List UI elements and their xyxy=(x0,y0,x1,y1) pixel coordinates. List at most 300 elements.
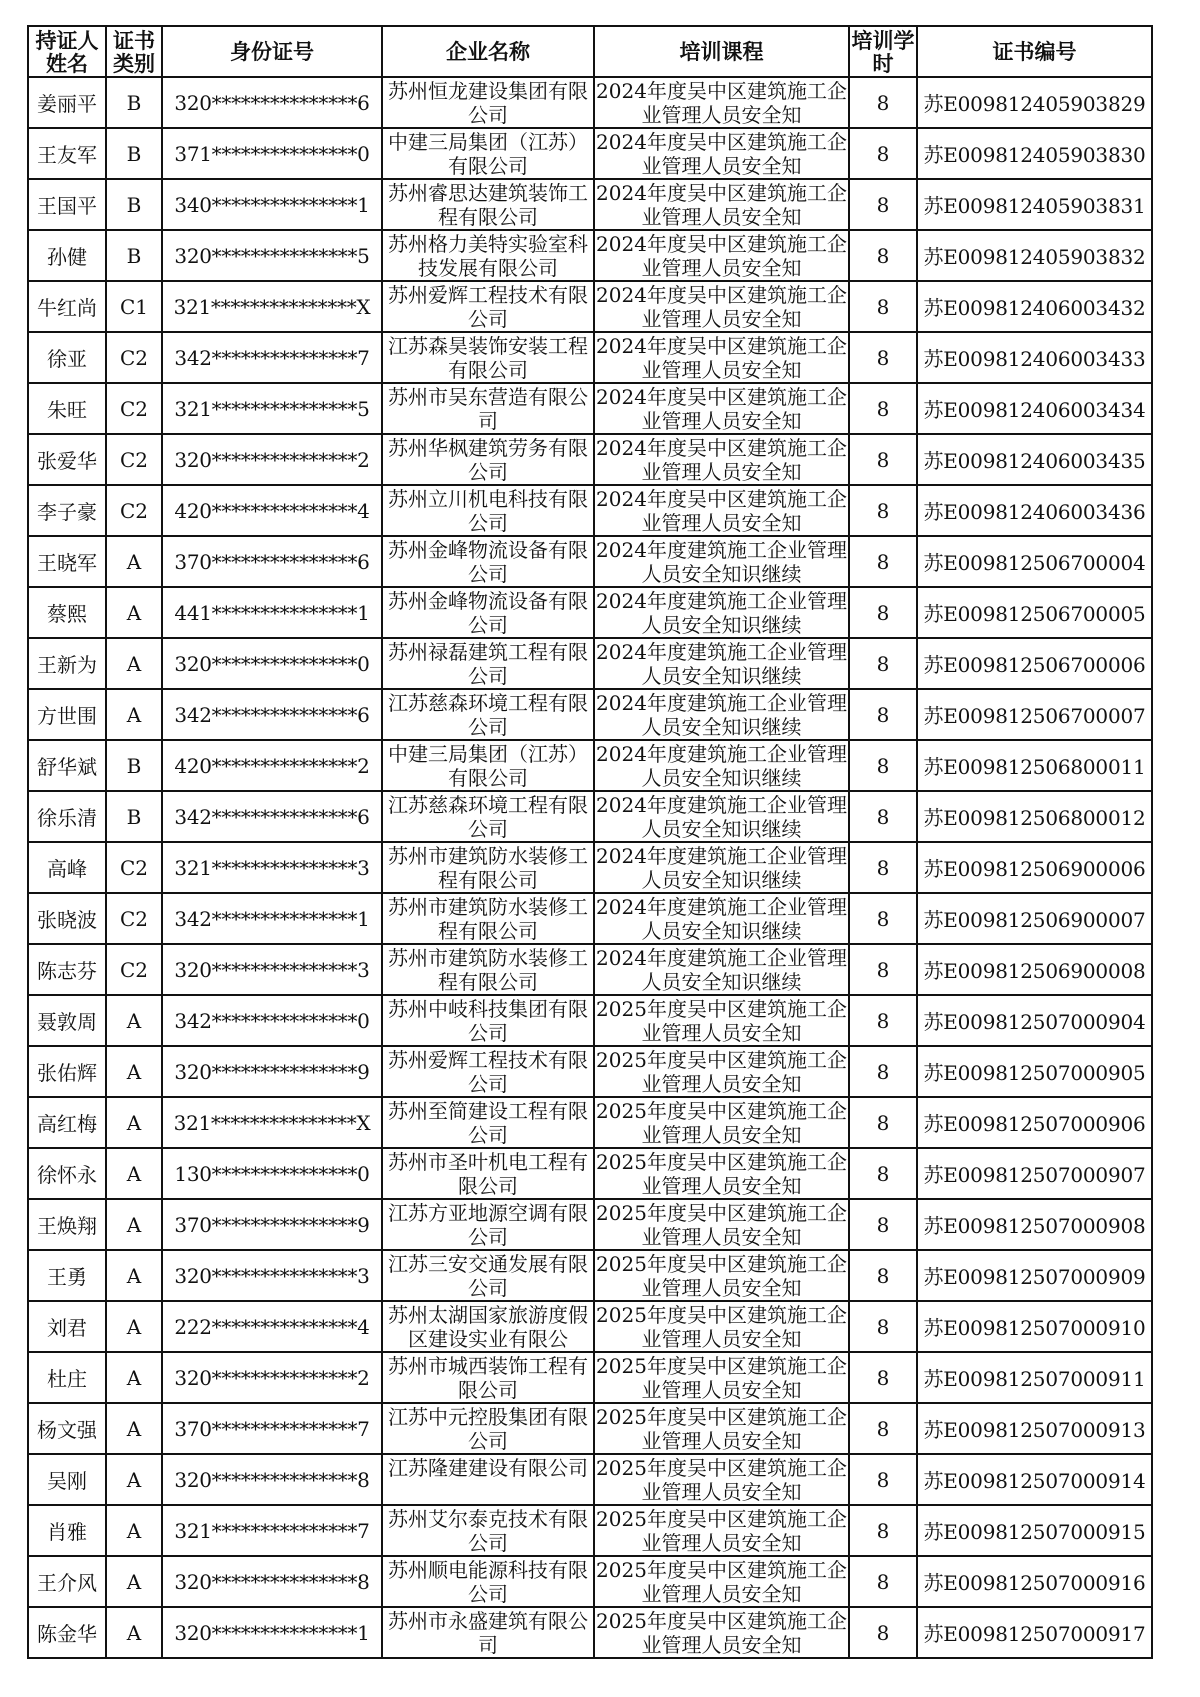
cell-company-text: 苏州格力美特实验室科技发展有限公司 xyxy=(388,232,588,280)
cell-company xyxy=(382,536,594,587)
cell-name: 牛红尚 xyxy=(28,281,106,332)
cell-name: 陈金华 xyxy=(28,1607,106,1658)
table-row xyxy=(28,995,1152,1046)
cell-hours: 8 xyxy=(849,791,917,842)
table-row xyxy=(28,1403,1152,1454)
cell-course xyxy=(594,1199,849,1250)
cell-company-text: 江苏方亚地源空调有限公司 xyxy=(388,1201,588,1249)
cell-name: 杜庄 xyxy=(28,1352,106,1403)
cell-course xyxy=(594,1250,849,1301)
cell-hours: 8 xyxy=(849,1454,917,1505)
cell-cert-no: 苏E009812405903831 xyxy=(917,179,1152,230)
cell-course xyxy=(594,1148,849,1199)
cell-company-text: 中建三局集团（江苏）有限公司 xyxy=(388,742,588,790)
cell-name: 高红梅 xyxy=(28,1097,106,1148)
cell-company-text: 江苏慈森环境工程有限公司 xyxy=(388,793,588,841)
cell-course-text: 2024年度吴中区建筑施工企业管理人员安全知 xyxy=(596,436,847,484)
header-category: 证书类别 xyxy=(106,26,162,77)
cell-cert-no: 苏E009812506800011 xyxy=(917,740,1152,791)
cell-cert-no: 苏E009812507000917 xyxy=(917,1607,1152,1658)
cell-course xyxy=(594,995,849,1046)
header-company: 企业名称 xyxy=(382,26,594,77)
cell-company xyxy=(382,995,594,1046)
cell-category: C2 xyxy=(106,842,162,893)
cell-company xyxy=(382,587,594,638)
cell-course-text: 2025年度吴中区建筑施工企业管理人员安全知 xyxy=(596,1201,847,1249)
cell-company xyxy=(382,179,594,230)
table-row xyxy=(28,485,1152,536)
cell-course-text: 2025年度吴中区建筑施工企业管理人员安全知 xyxy=(596,1456,847,1504)
cell-name: 王友军 xyxy=(28,128,106,179)
cell-category: C2 xyxy=(106,893,162,944)
cell-name: 杨文强 xyxy=(28,1403,106,1454)
cell-id-number: 420***************2 xyxy=(162,740,382,791)
cell-cert-no: 苏E009812507000904 xyxy=(917,995,1152,1046)
cell-cert-no: 苏E009812506900007 xyxy=(917,893,1152,944)
table-row xyxy=(28,842,1152,893)
cell-course-text: 2025年度吴中区建筑施工企业管理人员安全知 xyxy=(596,1252,847,1300)
header-hours: 培训学时 xyxy=(849,26,917,77)
cell-company xyxy=(382,1301,594,1352)
cell-id-number: 320***************5 xyxy=(162,230,382,281)
cell-hours: 8 xyxy=(849,587,917,638)
cell-company xyxy=(382,1148,594,1199)
cell-company-text: 江苏隆建建设有限公司 xyxy=(388,1456,588,1480)
table-row xyxy=(28,1556,1152,1607)
cell-category: A xyxy=(106,1301,162,1352)
cell-hours: 8 xyxy=(849,332,917,383)
cell-name: 朱旺 xyxy=(28,383,106,434)
cell-company xyxy=(382,944,594,995)
cell-name: 舒华斌 xyxy=(28,740,106,791)
cell-id-number: 320***************2 xyxy=(162,1352,382,1403)
cell-id-number: 320***************2 xyxy=(162,434,382,485)
cell-cert-no: 苏E009812506700004 xyxy=(917,536,1152,587)
cell-hours: 8 xyxy=(849,1505,917,1556)
certificate-table xyxy=(27,25,1153,1659)
table-row xyxy=(28,1148,1152,1199)
cell-course-text: 2025年度吴中区建筑施工企业管理人员安全知 xyxy=(596,1354,847,1402)
table-header xyxy=(28,26,1152,77)
cell-id-number: 320***************0 xyxy=(162,638,382,689)
cell-cert-no: 苏E009812506900006 xyxy=(917,842,1152,893)
cell-id-number: 320***************8 xyxy=(162,1454,382,1505)
cell-cert-no: 苏E009812507000905 xyxy=(917,1046,1152,1097)
cell-name: 王勇 xyxy=(28,1250,106,1301)
table-row xyxy=(28,383,1152,434)
cell-category: C1 xyxy=(106,281,162,332)
cell-hours: 8 xyxy=(849,1199,917,1250)
table-row xyxy=(28,1352,1152,1403)
cell-course-text: 2024年度建筑施工企业管理人员安全知识继续 xyxy=(596,589,847,637)
cell-name: 王晓军 xyxy=(28,536,106,587)
cell-company xyxy=(382,128,594,179)
cell-company-text: 苏州艾尔泰克技术有限公司 xyxy=(388,1507,588,1555)
cell-company-text: 苏州市建筑防水装修工程有限公司 xyxy=(388,946,588,994)
cell-hours: 8 xyxy=(849,281,917,332)
table-row xyxy=(28,944,1152,995)
cell-category: C2 xyxy=(106,485,162,536)
cell-company xyxy=(382,791,594,842)
cell-id-number: 321***************7 xyxy=(162,1505,382,1556)
cell-course-text: 2025年度吴中区建筑施工企业管理人员安全知 xyxy=(596,997,847,1045)
cell-cert-no: 苏E009812507000909 xyxy=(917,1250,1152,1301)
cell-hours: 8 xyxy=(849,638,917,689)
table-row xyxy=(28,1607,1152,1658)
table-row xyxy=(28,740,1152,791)
cell-id-number: 130***************0 xyxy=(162,1148,382,1199)
cell-company-text: 苏州市吴东营造有限公司 xyxy=(388,385,588,433)
cell-hours: 8 xyxy=(849,1148,917,1199)
cell-id-number: 342***************0 xyxy=(162,995,382,1046)
cell-id-number: 340***************1 xyxy=(162,179,382,230)
cell-cert-no: 苏E009812507000916 xyxy=(917,1556,1152,1607)
cell-category: A xyxy=(106,638,162,689)
header-name: 持证人姓名 xyxy=(28,26,106,77)
cell-company xyxy=(382,1046,594,1097)
cell-company-text: 苏州华枫建筑劳务有限公司 xyxy=(388,436,588,484)
cell-company-text: 苏州爱辉工程技术有限公司 xyxy=(388,1048,588,1096)
cell-company xyxy=(382,893,594,944)
table-row xyxy=(28,689,1152,740)
cell-course xyxy=(594,689,849,740)
cell-company-text: 江苏森昊装饰安装工程有限公司 xyxy=(388,334,588,382)
cell-course-text: 2024年度建筑施工企业管理人员安全知识继续 xyxy=(596,844,847,892)
cell-course-text: 2025年度吴中区建筑施工企业管理人员安全知 xyxy=(596,1048,847,1096)
table-row xyxy=(28,230,1152,281)
cell-category: A xyxy=(106,1250,162,1301)
cell-id-number: 370***************6 xyxy=(162,536,382,587)
cell-name: 王新为 xyxy=(28,638,106,689)
cell-cert-no: 苏E009812506700007 xyxy=(917,689,1152,740)
cell-hours: 8 xyxy=(849,1607,917,1658)
cell-company-text: 苏州恒龙建设集团有限公司 xyxy=(388,79,588,127)
cell-company xyxy=(382,1097,594,1148)
cell-company-text: 苏州中岐科技集团有限公司 xyxy=(388,997,588,1045)
cell-id-number: 420***************4 xyxy=(162,485,382,536)
cell-company-text: 苏州市建筑防水装修工程有限公司 xyxy=(388,895,588,943)
cell-company xyxy=(382,1352,594,1403)
cell-hours: 8 xyxy=(849,995,917,1046)
cell-id-number: 342***************7 xyxy=(162,332,382,383)
cell-course xyxy=(594,1454,849,1505)
cell-hours: 8 xyxy=(849,179,917,230)
cell-course xyxy=(594,1046,849,1097)
cell-course xyxy=(594,77,849,128)
cell-course-text: 2025年度吴中区建筑施工企业管理人员安全知 xyxy=(596,1405,847,1453)
header-cert-no: 证书编号 xyxy=(917,26,1152,77)
cell-course-text: 2024年度吴中区建筑施工企业管理人员安全知 xyxy=(596,487,847,535)
cell-cert-no: 苏E009812506700005 xyxy=(917,587,1152,638)
cell-course xyxy=(594,893,849,944)
cell-cert-no: 苏E009812406003435 xyxy=(917,434,1152,485)
cell-id-number: 321***************X xyxy=(162,281,382,332)
cell-id-number: 320***************3 xyxy=(162,1250,382,1301)
header-id-number: 身份证号 xyxy=(162,26,382,77)
cell-course-text: 2024年度吴中区建筑施工企业管理人员安全知 xyxy=(596,232,847,280)
cell-category: A xyxy=(106,1607,162,1658)
cell-course-text: 2024年度吴中区建筑施工企业管理人员安全知 xyxy=(596,283,847,331)
cell-company-text: 苏州市建筑防水装修工程有限公司 xyxy=(388,844,588,892)
table-row xyxy=(28,791,1152,842)
cell-name: 肖雅 xyxy=(28,1505,106,1556)
cell-course-text: 2024年度吴中区建筑施工企业管理人员安全知 xyxy=(596,181,847,229)
cell-category: A xyxy=(106,1148,162,1199)
cell-id-number: 342***************6 xyxy=(162,791,382,842)
cell-company xyxy=(382,77,594,128)
cell-name: 王焕翔 xyxy=(28,1199,106,1250)
cell-company-text: 苏州禄磊建筑工程有限公司 xyxy=(388,640,588,688)
table-body xyxy=(28,77,1152,1658)
cell-name: 方世围 xyxy=(28,689,106,740)
cell-hours: 8 xyxy=(849,893,917,944)
cell-course-text: 2025年度吴中区建筑施工企业管理人员安全知 xyxy=(596,1303,847,1351)
cell-course xyxy=(594,638,849,689)
cell-cert-no: 苏E009812506700006 xyxy=(917,638,1152,689)
cell-category: A xyxy=(106,1454,162,1505)
cell-company xyxy=(382,1556,594,1607)
table-row xyxy=(28,1046,1152,1097)
cell-name: 王国平 xyxy=(28,179,106,230)
cell-course-text: 2024年度建筑施工企业管理人员安全知识继续 xyxy=(596,538,847,586)
cell-hours: 8 xyxy=(849,842,917,893)
cell-course xyxy=(594,281,849,332)
cell-cert-no: 苏E009812507000911 xyxy=(917,1352,1152,1403)
cell-course xyxy=(594,1097,849,1148)
table-row xyxy=(28,332,1152,383)
cell-company-text: 苏州太湖国家旅游度假区建设实业有限公 xyxy=(388,1303,588,1351)
table-row xyxy=(28,1199,1152,1250)
cell-name: 姜丽平 xyxy=(28,77,106,128)
cell-cert-no: 苏E009812506900008 xyxy=(917,944,1152,995)
cell-cert-no: 苏E009812406003433 xyxy=(917,332,1152,383)
table-row xyxy=(28,281,1152,332)
cell-name: 孙健 xyxy=(28,230,106,281)
cell-name: 张爱华 xyxy=(28,434,106,485)
cell-company-text: 苏州市永盛建筑有限公司 xyxy=(388,1609,588,1657)
cell-company-text: 苏州睿思达建筑装饰工程有限公司 xyxy=(388,181,588,229)
cell-id-number: 321***************3 xyxy=(162,842,382,893)
cell-name: 聂敦周 xyxy=(28,995,106,1046)
cell-company xyxy=(382,1250,594,1301)
cell-category: A xyxy=(106,1046,162,1097)
cell-category: B xyxy=(106,791,162,842)
cell-category: C2 xyxy=(106,332,162,383)
cell-cert-no: 苏E009812405903832 xyxy=(917,230,1152,281)
cell-category: B xyxy=(106,128,162,179)
cell-name: 蔡熙 xyxy=(28,587,106,638)
cell-category: A xyxy=(106,1556,162,1607)
cell-course-text: 2024年度建筑施工企业管理人员安全知识继续 xyxy=(596,742,847,790)
cell-hours: 8 xyxy=(849,740,917,791)
cell-category: A xyxy=(106,1352,162,1403)
cell-company-text: 苏州爱辉工程技术有限公司 xyxy=(388,283,588,331)
cell-course-text: 2024年度吴中区建筑施工企业管理人员安全知 xyxy=(596,79,847,127)
cell-course xyxy=(594,1607,849,1658)
cell-course-text: 2025年度吴中区建筑施工企业管理人员安全知 xyxy=(596,1150,847,1198)
cell-course-text: 2024年度建筑施工企业管理人员安全知识继续 xyxy=(596,691,847,739)
cell-course-text: 2024年度建筑施工企业管理人员安全知识继续 xyxy=(596,640,847,688)
cell-id-number: 320***************6 xyxy=(162,77,382,128)
cell-name: 徐亚 xyxy=(28,332,106,383)
cell-hours: 8 xyxy=(849,128,917,179)
cell-company xyxy=(382,485,594,536)
cell-cert-no: 苏E009812507000914 xyxy=(917,1454,1152,1505)
cell-hours: 8 xyxy=(849,230,917,281)
cell-cert-no: 苏E009812406003432 xyxy=(917,281,1152,332)
cell-company xyxy=(382,689,594,740)
cell-company-text: 江苏三安交通发展有限公司 xyxy=(388,1252,588,1300)
cell-hours: 8 xyxy=(849,1301,917,1352)
cell-course xyxy=(594,1556,849,1607)
cell-cert-no: 苏E009812405903829 xyxy=(917,77,1152,128)
cell-cert-no: 苏E009812507000908 xyxy=(917,1199,1152,1250)
cell-company xyxy=(382,638,594,689)
table-row xyxy=(28,77,1152,128)
cell-name: 张佑辉 xyxy=(28,1046,106,1097)
cell-cert-no: 苏E009812507000906 xyxy=(917,1097,1152,1148)
cell-name: 吴刚 xyxy=(28,1454,106,1505)
cell-course xyxy=(594,179,849,230)
cell-company-text: 江苏慈森环境工程有限公司 xyxy=(388,691,588,739)
cell-cert-no: 苏E009812406003434 xyxy=(917,383,1152,434)
table-row xyxy=(28,179,1152,230)
cell-cert-no: 苏E009812507000913 xyxy=(917,1403,1152,1454)
cell-course-text: 2024年度建筑施工企业管理人员安全知识继续 xyxy=(596,895,847,943)
cell-id-number: 370***************9 xyxy=(162,1199,382,1250)
cell-name: 高峰 xyxy=(28,842,106,893)
cell-course xyxy=(594,536,849,587)
cell-course xyxy=(594,230,849,281)
cell-course xyxy=(594,383,849,434)
cell-course xyxy=(594,791,849,842)
header-row xyxy=(28,26,1152,77)
cell-id-number: 441***************1 xyxy=(162,587,382,638)
header-course: 培训课程 xyxy=(594,26,849,77)
cell-name: 刘君 xyxy=(28,1301,106,1352)
cell-company xyxy=(382,281,594,332)
cell-cert-no: 苏E009812406003436 xyxy=(917,485,1152,536)
cell-course-text: 2025年度吴中区建筑施工企业管理人员安全知 xyxy=(596,1609,847,1657)
cell-course-text: 2025年度吴中区建筑施工企业管理人员安全知 xyxy=(596,1507,847,1555)
table-row xyxy=(28,638,1152,689)
cell-course-text: 2024年度吴中区建筑施工企业管理人员安全知 xyxy=(596,130,847,178)
cell-course xyxy=(594,1352,849,1403)
cell-category: A xyxy=(106,995,162,1046)
cell-company-text: 苏州市圣叶机电工程有限公司 xyxy=(388,1150,588,1198)
cell-company-text: 苏州金峰物流设备有限公司 xyxy=(388,589,588,637)
cell-name: 李子豪 xyxy=(28,485,106,536)
table-row xyxy=(28,1505,1152,1556)
cell-hours: 8 xyxy=(849,944,917,995)
cell-course xyxy=(594,740,849,791)
cell-course-text: 2024年度建筑施工企业管理人员安全知识继续 xyxy=(596,793,847,841)
table-row xyxy=(28,434,1152,485)
cell-category: A xyxy=(106,1097,162,1148)
cell-course-text: 2025年度吴中区建筑施工企业管理人员安全知 xyxy=(596,1558,847,1606)
cell-name: 王介风 xyxy=(28,1556,106,1607)
cell-category: B xyxy=(106,179,162,230)
cell-company xyxy=(382,1454,594,1505)
cell-company xyxy=(382,230,594,281)
cell-course-text: 2024年度吴中区建筑施工企业管理人员安全知 xyxy=(596,385,847,433)
cell-category: A xyxy=(106,689,162,740)
cell-category: A xyxy=(106,1403,162,1454)
cell-cert-no: 苏E009812507000910 xyxy=(917,1301,1152,1352)
cell-course xyxy=(594,1301,849,1352)
cell-hours: 8 xyxy=(849,383,917,434)
cell-name: 徐怀永 xyxy=(28,1148,106,1199)
cell-course xyxy=(594,1403,849,1454)
cell-category: C2 xyxy=(106,944,162,995)
cell-course-text: 2025年度吴中区建筑施工企业管理人员安全知 xyxy=(596,1099,847,1147)
cell-hours: 8 xyxy=(849,1352,917,1403)
table-row xyxy=(28,1301,1152,1352)
cell-id-number: 321***************X xyxy=(162,1097,382,1148)
cell-course-text: 2024年度吴中区建筑施工企业管理人员安全知 xyxy=(596,334,847,382)
cell-hours: 8 xyxy=(849,1046,917,1097)
cell-id-number: 370***************7 xyxy=(162,1403,382,1454)
cell-course xyxy=(594,944,849,995)
cell-company xyxy=(382,434,594,485)
table-row xyxy=(28,893,1152,944)
cell-hours: 8 xyxy=(849,689,917,740)
cell-course xyxy=(594,842,849,893)
cell-hours: 8 xyxy=(849,485,917,536)
cell-course xyxy=(594,485,849,536)
cell-category: B xyxy=(106,230,162,281)
cell-company xyxy=(382,332,594,383)
cell-company xyxy=(382,842,594,893)
cell-category: C2 xyxy=(106,434,162,485)
cell-company-text: 苏州至简建设工程有限公司 xyxy=(388,1099,588,1147)
cell-course xyxy=(594,128,849,179)
cell-cert-no: 苏E009812506800012 xyxy=(917,791,1152,842)
cell-course xyxy=(594,332,849,383)
cell-category: C2 xyxy=(106,383,162,434)
cell-hours: 8 xyxy=(849,1556,917,1607)
cell-company xyxy=(382,1607,594,1658)
cell-id-number: 342***************1 xyxy=(162,893,382,944)
cell-category: A xyxy=(106,536,162,587)
cell-hours: 8 xyxy=(849,1097,917,1148)
cell-company-text: 苏州立川机电科技有限公司 xyxy=(388,487,588,535)
cell-company-text: 苏州顺电能源科技有限公司 xyxy=(388,1558,588,1606)
cell-cert-no: 苏E009812405903830 xyxy=(917,128,1152,179)
cell-cert-no: 苏E009812507000915 xyxy=(917,1505,1152,1556)
cell-category: A xyxy=(106,1505,162,1556)
cell-company xyxy=(382,1199,594,1250)
cell-id-number: 321***************5 xyxy=(162,383,382,434)
cell-hours: 8 xyxy=(849,536,917,587)
cell-course-text: 2024年度建筑施工企业管理人员安全知识继续 xyxy=(596,946,847,994)
cell-id-number: 320***************1 xyxy=(162,1607,382,1658)
cell-category: B xyxy=(106,740,162,791)
cell-id-number: 342***************6 xyxy=(162,689,382,740)
cell-hours: 8 xyxy=(849,1250,917,1301)
cell-company xyxy=(382,1505,594,1556)
cell-category: A xyxy=(106,587,162,638)
cell-hours: 8 xyxy=(849,434,917,485)
cell-company xyxy=(382,740,594,791)
table-row xyxy=(28,1454,1152,1505)
cell-company xyxy=(382,1403,594,1454)
cell-id-number: 320***************8 xyxy=(162,1556,382,1607)
cell-hours: 8 xyxy=(849,1403,917,1454)
cell-id-number: 320***************9 xyxy=(162,1046,382,1097)
table-row xyxy=(28,536,1152,587)
cell-category: A xyxy=(106,1199,162,1250)
